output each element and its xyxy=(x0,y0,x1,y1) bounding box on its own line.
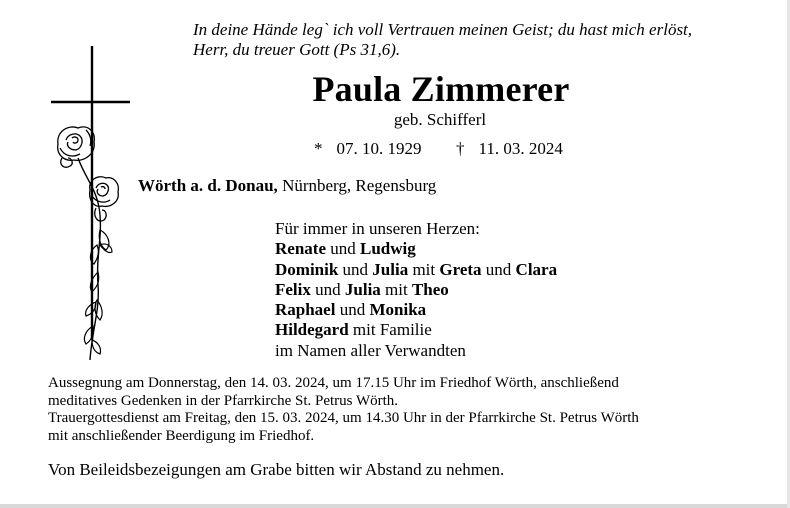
bottom-border xyxy=(0,504,790,508)
mourner-name: Monika xyxy=(369,300,427,320)
conjunction: und xyxy=(310,279,345,299)
deceased-name: Paula Zimmerer xyxy=(312,69,570,109)
bible-verse xyxy=(193,20,763,60)
birth-date xyxy=(314,139,422,159)
conjunction: und xyxy=(338,259,373,279)
mourner-suffix: mit Familie xyxy=(348,320,432,340)
conjunction: und xyxy=(481,259,516,279)
mourner-line xyxy=(275,260,557,280)
service-line-3: Trauergottesdienst am Freitag, den 15. 03. 2024, um 14.30 Uhr in der Pfarrkirche St. Petrus Wörth xyxy=(48,410,639,426)
mourner-line xyxy=(275,280,557,300)
birth-symbol: * xyxy=(314,139,323,158)
conjunction: mit xyxy=(380,279,412,299)
mourner-name: Felix xyxy=(275,279,311,299)
mourner-name: Julia xyxy=(344,279,381,299)
mourners-intro: Für immer in unseren Herzen: xyxy=(275,219,480,238)
conjunction: mit xyxy=(408,259,440,279)
mourner-name: Dominik xyxy=(275,259,339,279)
mourners-closing: im Namen aller Verwandten xyxy=(275,340,466,360)
service-line-2: meditatives Gedenken in der Pfarrkirche St. Petrus Wörth. xyxy=(48,392,399,409)
mourner-line xyxy=(275,300,557,320)
death-date xyxy=(456,139,563,159)
mourner-name: Clara xyxy=(515,259,558,279)
service-line-1: Aussegnung am Donnerstag, den 14. 03. 2024, um 17.15 Uhr im Friedhof Wörth, anschließend xyxy=(48,375,619,391)
service-info xyxy=(48,375,639,445)
death-symbol: † xyxy=(456,139,465,158)
mourner-name: Julia xyxy=(372,259,409,279)
maiden-name: geb. Schifferl xyxy=(393,110,487,129)
mourner-name: Hildegard xyxy=(275,320,349,340)
mourner-name: Raphael xyxy=(275,300,336,320)
location-primary: Wörth a. d. Donau, xyxy=(138,176,278,195)
mourner-name: Renate xyxy=(275,239,326,259)
closing-note: Von Beileidsbezeigungen am Grabe bitten wir Abstand zu nehmen. xyxy=(48,460,505,479)
location-others: Nürnberg, Regensburg xyxy=(277,176,437,195)
service-line-4: mit anschließender Beerdigung im Friedhof. xyxy=(48,427,315,444)
mourner-line xyxy=(275,320,557,340)
mourners-list xyxy=(275,219,557,361)
conjunction: und xyxy=(335,300,370,320)
verse-line-1: In deine Hände leg` ich voll Vertrauen meinen Geist; du hast mich erlöst, xyxy=(193,20,693,39)
mourner-name: Ludwig xyxy=(359,239,416,259)
locations xyxy=(138,176,436,196)
mourner-line xyxy=(275,239,557,259)
verse-line-2: Herr, du treuer Gott (Ps 31,6). xyxy=(193,40,401,59)
conjunction: und xyxy=(325,239,360,259)
death-date-value: 11. 03. 2024 xyxy=(478,139,563,158)
mourner-name: Theo xyxy=(411,279,449,299)
birth-date-value: 07. 10. 1929 xyxy=(336,139,422,158)
mourner-name: Greta xyxy=(439,259,482,279)
